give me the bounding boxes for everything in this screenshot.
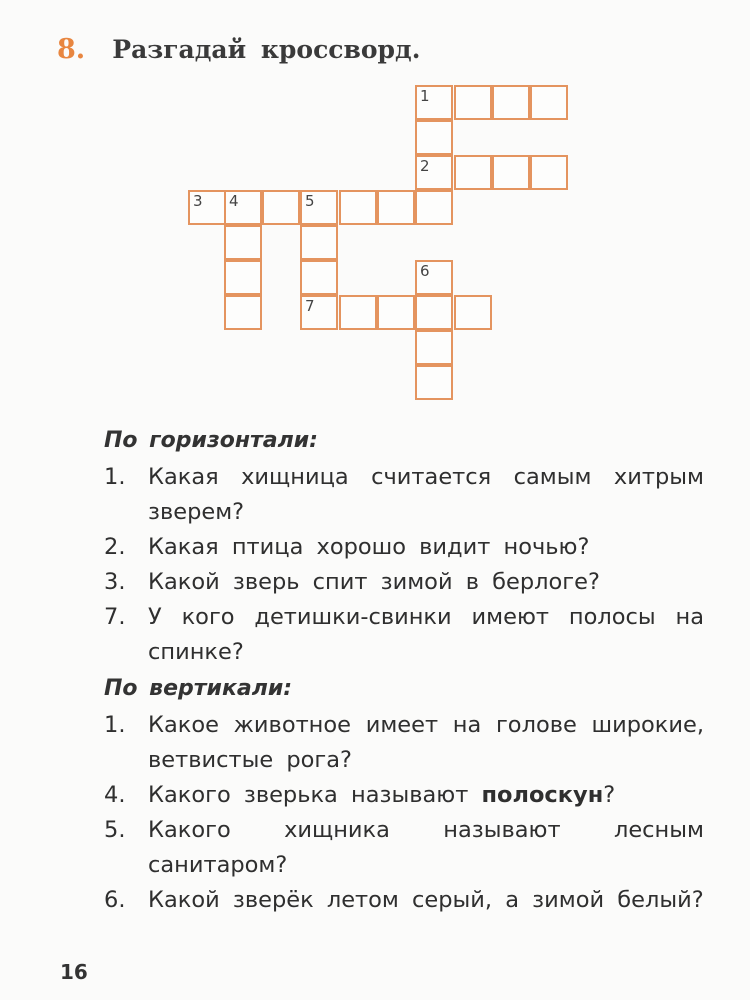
cell-number: 3 (193, 192, 203, 210)
clue-number: 7. (104, 604, 126, 630)
clues-across (104, 424, 704, 670)
clue-number: 2. (104, 534, 126, 560)
clue-text: Какой зверёк летом серый, а зимой белый? (148, 887, 704, 913)
task-header (57, 34, 420, 74)
clue-number: 1. (104, 464, 126, 490)
page-number: 16 (60, 960, 88, 984)
crossword-cell[interactable] (339, 295, 377, 330)
crossword-cell[interactable] (377, 295, 415, 330)
crossword-cell[interactable] (224, 225, 262, 260)
clue-number: 6. (104, 887, 126, 913)
crossword-cell[interactable] (224, 260, 262, 295)
crossword-cell[interactable] (454, 295, 492, 330)
clue-text-part: ? (603, 782, 616, 808)
clue-across-7 (104, 600, 704, 670)
clue-down-5 (104, 813, 704, 883)
cell-number: 2 (420, 157, 430, 175)
clue-bold-word: полоскун (481, 782, 604, 808)
clue-text: Какой зверь спит зимой в берлоге? (148, 569, 600, 595)
clue-text: У кого детишки-свинки имеют полосы на спинке? (148, 604, 704, 665)
crossword-cell[interactable] (415, 85, 453, 120)
crossword-cell[interactable] (300, 190, 338, 225)
crossword-cell[interactable] (415, 155, 453, 190)
crossword-cell[interactable] (530, 85, 568, 120)
crossword-cell[interactable] (415, 365, 453, 400)
clue-across-3 (104, 565, 704, 600)
clue-across-2 (104, 530, 704, 565)
clues-across-heading: По горизонтали: (104, 428, 318, 453)
task-title: Разгадай кроссворд. (112, 35, 421, 64)
clue-text: Какая хищница считается самым хитрым зверем? (148, 464, 704, 525)
clues-down-list (104, 708, 704, 918)
crossword-cell[interactable] (530, 155, 568, 190)
clue-down-1 (104, 708, 704, 778)
crossword-cell[interactable] (300, 225, 338, 260)
crossword-cell[interactable] (300, 260, 338, 295)
clue-text (148, 782, 615, 808)
crossword-cell[interactable] (262, 190, 300, 225)
cell-number: 1 (420, 87, 430, 105)
crossword-cell[interactable] (454, 155, 492, 190)
crossword-cell[interactable] (377, 190, 415, 225)
cell-number: 4 (229, 192, 239, 210)
clue-down-4 (104, 778, 704, 813)
clue-across-1 (104, 460, 704, 530)
clue-text-part: Какого зверька называют (148, 782, 482, 808)
clue-number: 3. (104, 569, 126, 595)
crossword-cell[interactable] (415, 295, 453, 330)
crossword-cell[interactable] (300, 295, 338, 330)
cell-number: 7 (305, 297, 315, 315)
crossword-cell[interactable] (224, 190, 262, 225)
task-number: 8. (57, 34, 86, 65)
crossword-cell[interactable] (454, 85, 492, 120)
clues-across-list (104, 460, 704, 670)
crossword-cell[interactable] (492, 155, 530, 190)
clue-text: Какого хищника называют лесным санитаром? (148, 817, 704, 878)
clue-text: Какая птица хорошо видит ночью? (148, 534, 590, 560)
crossword-cell[interactable] (339, 190, 377, 225)
crossword-cell[interactable] (415, 190, 453, 225)
crossword-cell[interactable] (188, 190, 226, 225)
crossword-cell[interactable] (492, 85, 530, 120)
cell-number: 5 (305, 192, 315, 210)
cell-number: 6 (420, 262, 430, 280)
clue-number: 5. (104, 817, 126, 843)
clue-text: Какое животное имеет на голове широкие, ветвистые рога? (148, 712, 704, 773)
clue-number: 4. (104, 782, 126, 808)
clue-number: 1. (104, 712, 126, 738)
clues-down-heading: По вертикали: (104, 676, 293, 701)
crossword-cell[interactable] (415, 120, 453, 155)
clue-down-6 (104, 883, 704, 918)
clues-down (104, 672, 704, 918)
crossword-cell[interactable] (415, 260, 453, 295)
crossword-cell[interactable] (415, 330, 453, 365)
crossword-cell[interactable] (224, 295, 262, 330)
